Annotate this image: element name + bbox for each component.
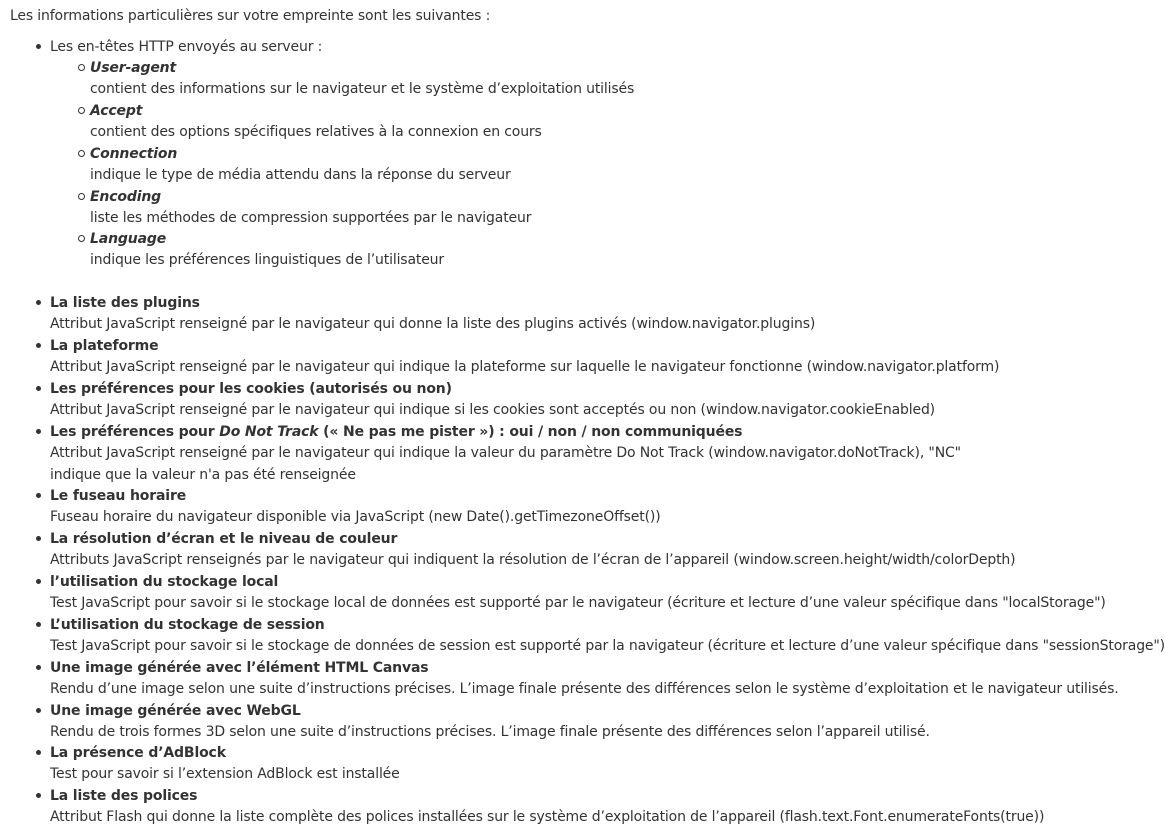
item-title: La résolution d’écran et le niveau de couleur: [50, 531, 398, 547]
circle-bullet-icon: [78, 150, 85, 157]
sub-item-encoding: [90, 187, 531, 230]
item-desc: Attribut JavaScript renseigné par le navigateur qui indique si les cookies sont acceptés ou non (window.navigator.cookieEnabled): [50, 402, 935, 418]
list-item-session-storage: [50, 615, 1165, 658]
item-title: Le fuseau horaire: [50, 488, 187, 504]
bullet-icon: [36, 536, 41, 541]
circle-bullet-icon: [78, 64, 85, 71]
sub-item-desc: liste les méthodes de compression supportées par le navigateur: [90, 210, 532, 226]
bullet-icon: [36, 579, 41, 584]
item-desc: Attribut Flash qui donne la liste complète des polices installées sur le système d’exploitation de l’appareil (flash.text.Font.enumerateFonts(true)): [50, 809, 1045, 825]
item-title: La liste des plugins: [50, 295, 200, 311]
item-title: L’utilisation du stockage de session: [50, 617, 325, 633]
item-title: Une image générée avec WebGL: [50, 703, 301, 719]
item-title: Une image générée avec l’élément HTML Canvas: [50, 660, 429, 676]
item-desc: Attribut JavaScript renseigné par le navigateur qui indique la plateforme sur laquelle le navigateur fonctionne (window.navigator.platform): [50, 359, 1000, 375]
bullet-icon: [36, 750, 41, 755]
bullet-icon: [36, 665, 41, 670]
bullet-icon: [36, 386, 41, 391]
list-item-screen-resolution: [50, 529, 1015, 572]
sub-item-language: [90, 229, 444, 272]
sub-item-desc: contient des informations sur le navigateur et le système d’exploitation utilisés: [90, 81, 635, 97]
bullet-icon: [36, 300, 41, 305]
list-item-canvas: [50, 658, 1119, 701]
sub-item-name: Encoding: [90, 189, 162, 205]
sub-item-desc: contient des options spécifiques relatives à la connexion en cours: [90, 124, 542, 140]
bullet-icon: [36, 429, 41, 434]
sub-item-name: Accept: [90, 103, 143, 119]
item-desc: Rendu d’une image selon une suite d’instructions précises. L’image finale présente des différences selon le système d’exploitation et le navigateur utilisés.: [50, 681, 1119, 697]
sub-item-desc: indique les préférences linguistiques de l’utilisateur: [90, 252, 445, 268]
item-desc: Rendu de trois formes 3D selon une suite d’instructions précises. L’image finale présente des différences selon l’appareil utilisé.: [50, 724, 930, 740]
sub-item-name: Language: [90, 231, 167, 247]
item-desc: Test JavaScript pour savoir si le stockage local de données est supporté par le navigateur (écriture et lecture d’une valeur spécifique dans "localStorage"): [50, 595, 1106, 611]
bullet-icon: [36, 44, 41, 49]
item-title: Les préférences pour les cookies (autorisés ou non): [50, 381, 452, 397]
list-item-platform: [50, 336, 999, 379]
item-desc: Attribut JavaScript renseigné par le navigateur qui donne la liste des plugins activés (window.navigator.plugins): [50, 316, 816, 332]
circle-bullet-icon: [78, 235, 85, 242]
list-item-timezone: [50, 486, 661, 529]
item-desc: Test JavaScript pour savoir si le stockage de données de session est supporté par la navigateur (écriture et lecture d’une valeur spécifique dans "sessionStorage"): [50, 638, 1165, 654]
item-title-suffix: (« Ne pas me pister ») : oui / non / non communiquées: [318, 424, 743, 440]
circle-bullet-icon: [78, 107, 85, 114]
list-item-fonts: [50, 786, 1044, 829]
list-item-adblock: [50, 743, 400, 786]
item-desc: Fuseau horaire du navigateur disponible via JavaScript (new Date().getTimezoneOffset()): [50, 509, 661, 525]
sub-item-accept: [90, 101, 542, 144]
sub-item-user-agent: [90, 58, 634, 101]
bullet-icon: [36, 343, 41, 348]
bullet-icon: [36, 793, 41, 798]
bullet-icon: [36, 622, 41, 627]
list-item-local-storage: [50, 572, 1106, 615]
list-item-plugins: [50, 293, 815, 336]
list-item-cookies: [50, 379, 935, 422]
sub-item-connection: [90, 144, 511, 187]
item-title: La liste des polices: [50, 788, 198, 804]
item-desc: Attribut JavaScript renseigné par le navigateur qui indique la valeur du paramètre Do Not Track (window.navigator.doNotTrack), "NC" indique que la valeur n'a pas été renseignée: [50, 445, 961, 483]
item-title: La présence d’AdBlock: [50, 745, 226, 761]
http-headers-title: Les en-têtes HTTP envoyés au serveur :: [50, 39, 323, 55]
list-item-http-headers: [50, 37, 322, 58]
item-title: [50, 422, 991, 443]
bullet-icon: [36, 708, 41, 713]
bullet-icon: [36, 493, 41, 498]
item-title: La plateforme: [50, 338, 159, 354]
list-item-webgl: [50, 701, 930, 744]
item-title: l’utilisation du stockage local: [50, 574, 279, 590]
list-item-do-not-track: [50, 422, 991, 486]
sub-item-name: User-agent: [90, 60, 177, 76]
item-title-prefix: Les préférences pour: [50, 424, 220, 440]
item-desc: Test pour savoir si l’extension AdBlock est installée: [50, 766, 400, 782]
item-title-emphasis: Do Not Track: [219, 424, 319, 440]
sub-item-name: Connection: [90, 146, 178, 162]
item-desc: Attributs JavaScript renseignés par le navigateur qui indiquent la résolution de l’écran de l’appareil (window.screen.height/width/colorDepth): [50, 552, 1016, 568]
circle-bullet-icon: [78, 193, 85, 200]
intro-text: Les informations particulières sur votre empreinte sont les suivantes :: [10, 8, 491, 24]
sub-item-desc: indique le type de média attendu dans la réponse du serveur: [90, 167, 511, 183]
